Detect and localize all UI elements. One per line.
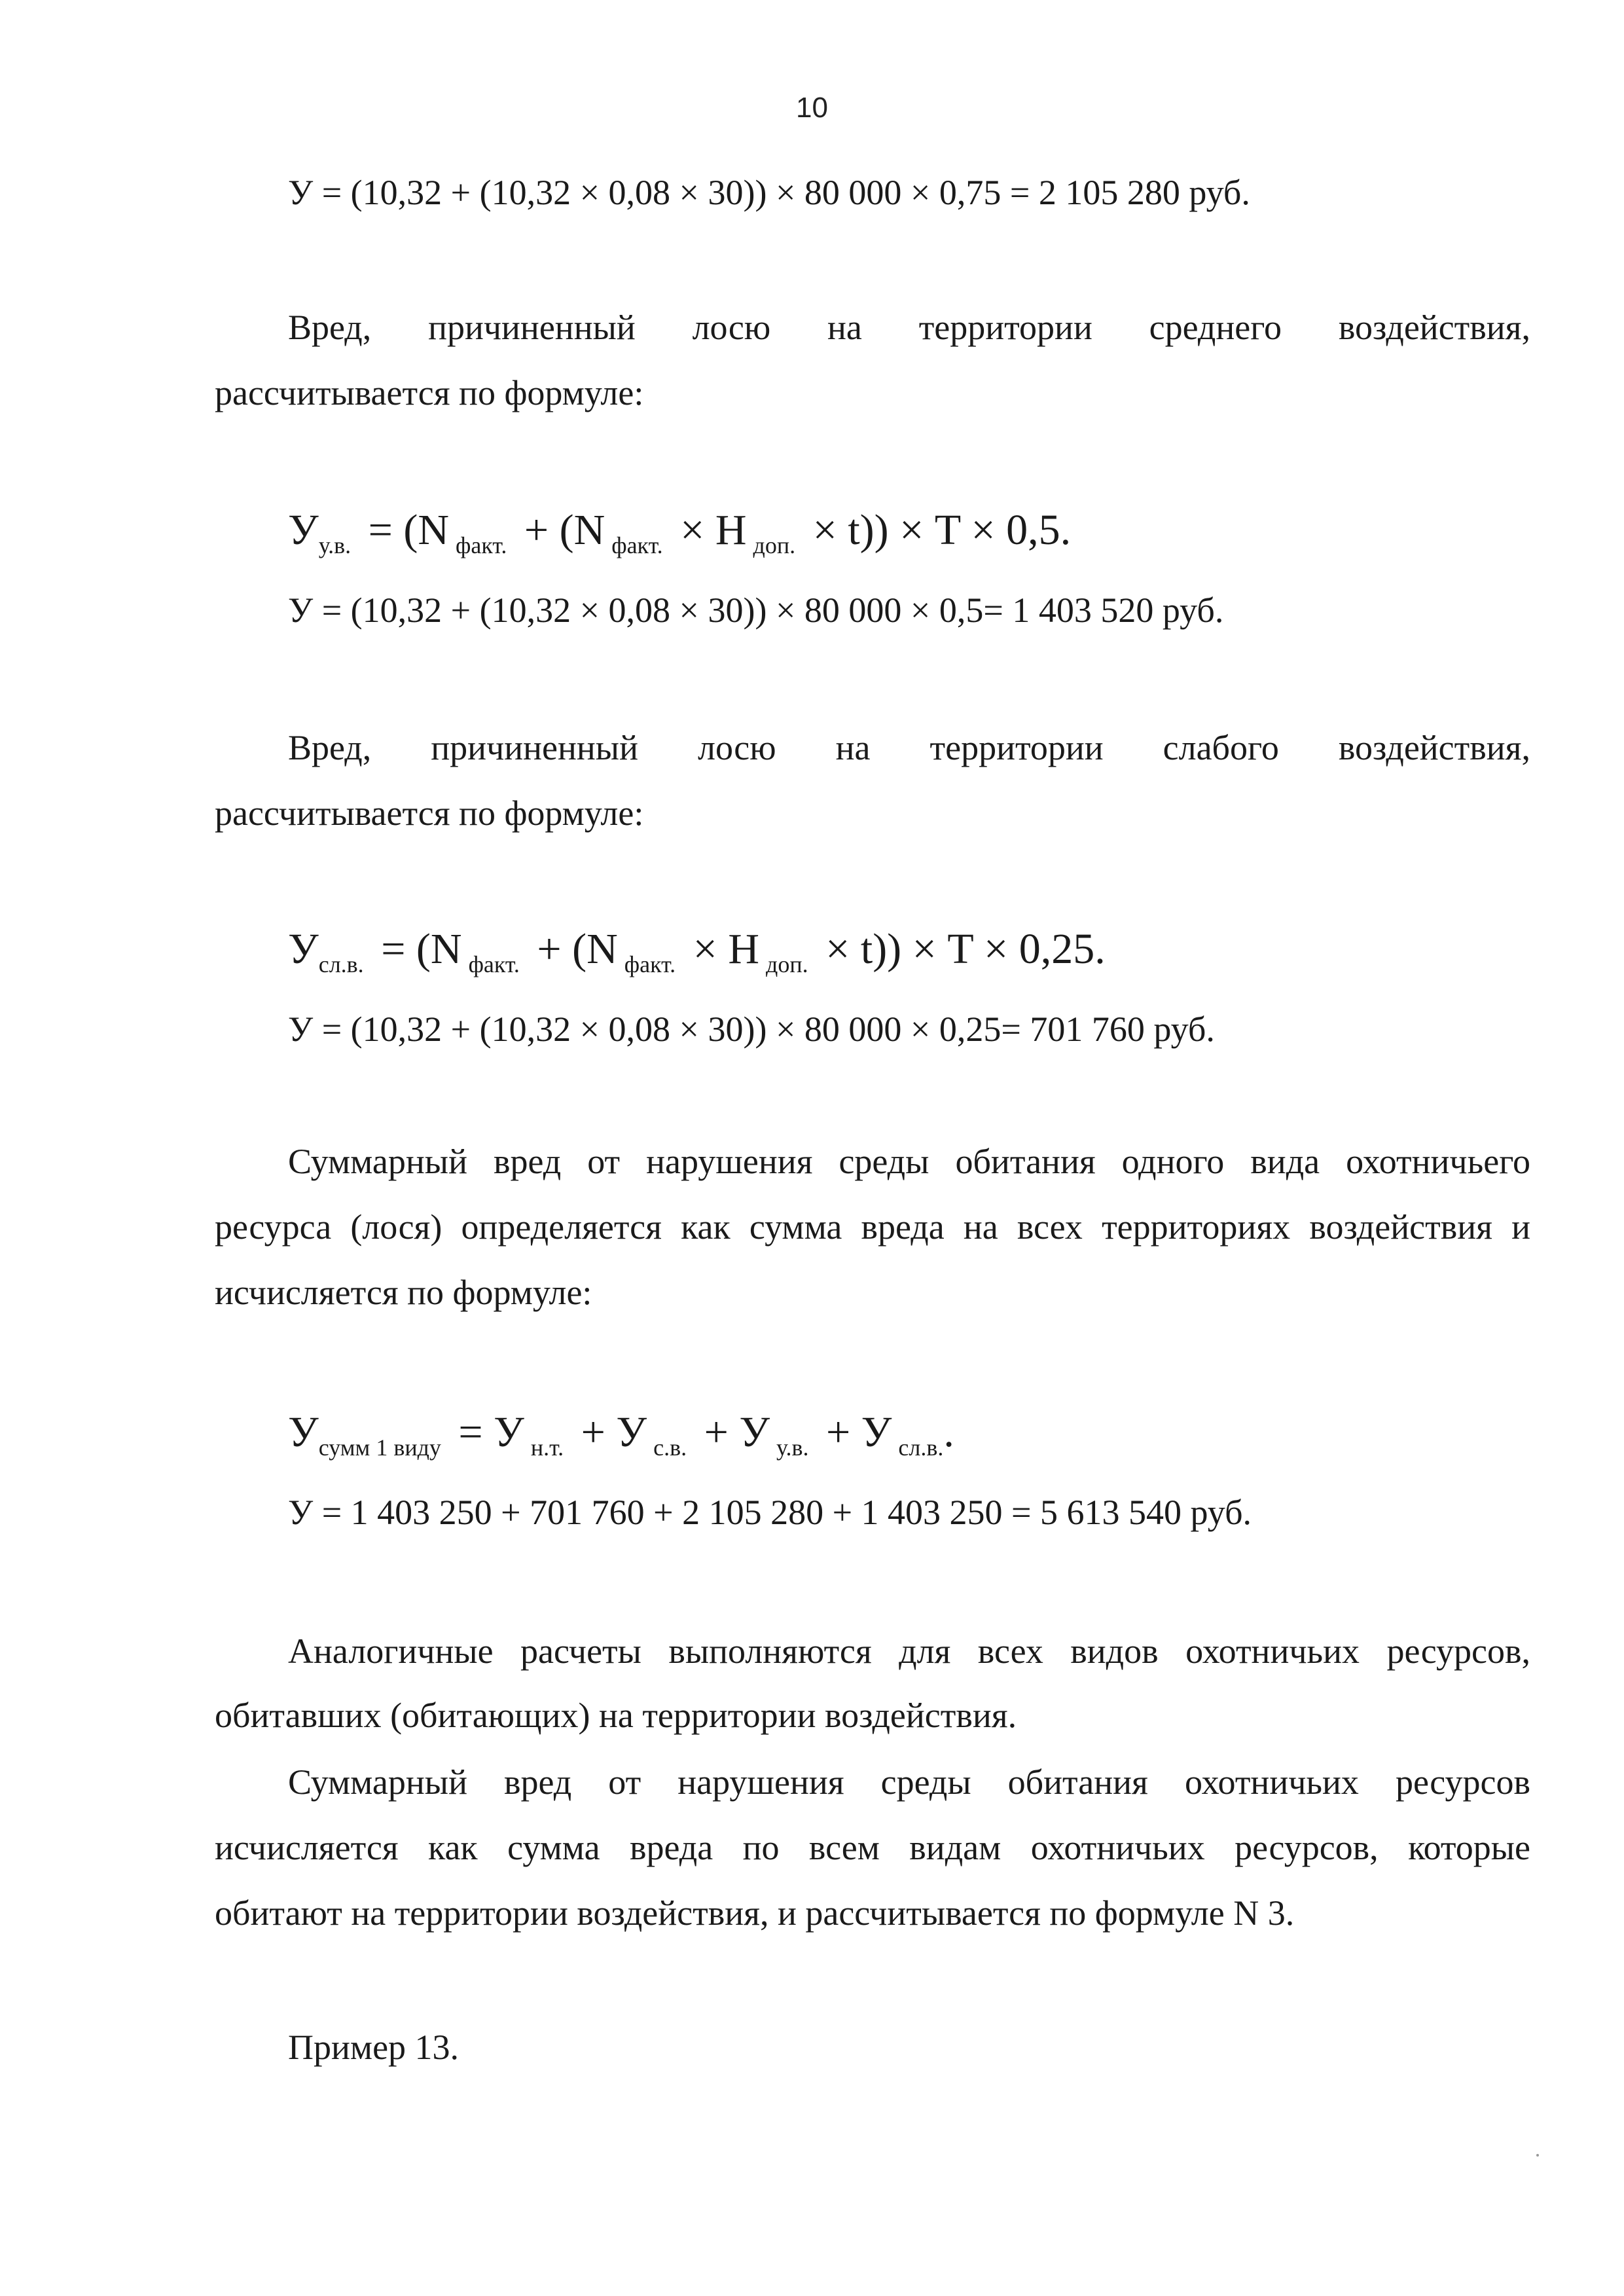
analog-line1: Аналогичные расчеты выполняются для всех видов охотничьих ресурсов, xyxy=(288,1631,1530,1671)
calc-result-medium: У = (10,32 + (10,32 × 0,08 × 30)) × 80 000 × 0,5= 1 403 520 руб. xyxy=(288,591,1224,630)
formula-sub: доп. xyxy=(753,532,796,558)
formula-eq: = (N xyxy=(368,506,450,554)
formula-plus: + У xyxy=(581,1408,647,1456)
calc-result-total-one: У = 1 403 250 + 701 760 + 2 105 280 + 1 403 250 = 5 613 540 руб. xyxy=(288,1493,1252,1532)
total-all-line3: обитают на территории воздействия, и рассчитывается по формуле N 3. xyxy=(215,1893,1295,1933)
formula-sub: факт. xyxy=(468,951,520,977)
formula-plus: + У xyxy=(704,1408,770,1456)
weak-intro-line2: рассчитывается по формуле: xyxy=(215,793,644,833)
total-one-line2: ресурса (лося) определяется как сумма вреда на всех территориях воздействия и xyxy=(215,1207,1530,1247)
formula-sub: н.т. xyxy=(530,1434,564,1461)
example-label: Пример 13. xyxy=(288,2028,460,2067)
formula-eq: = (N xyxy=(381,925,462,973)
formula-plus: + (N xyxy=(524,506,605,554)
analog-line2: обитавших (обитающих) на территории воздействия. xyxy=(215,1696,1017,1735)
formula-weak xyxy=(288,923,1112,979)
formula-times-h: × H xyxy=(693,925,760,973)
formula-tail: × t)) × T × 0,25. xyxy=(825,925,1106,973)
total-one-line3: исчисляется по формуле: xyxy=(215,1273,592,1312)
formula-end: . xyxy=(943,1408,954,1456)
formula-sub: с.в. xyxy=(653,1434,687,1461)
medium-intro-line1: Вред, причиненный лосю на территории среднего воздействия, xyxy=(288,308,1530,347)
calc-result-nt: У = (10,32 + (10,32 × 0,08 × 30)) × 80 000 × 0,75 = 2 105 280 руб. xyxy=(288,173,1250,212)
formula-sub: у.в. xyxy=(776,1434,809,1461)
calc-result-weak: У = (10,32 + (10,32 × 0,08 × 30)) × 80 000 × 0,25= 701 760 руб. xyxy=(288,1010,1215,1049)
formula-eq: = У xyxy=(458,1408,524,1456)
weak-intro-line1: Вред, причиненный лосю на территории слабого воздействия, xyxy=(288,728,1530,767)
formula-lhs-sub: сумм 1 виду xyxy=(318,1434,441,1461)
formula-lhs: У xyxy=(288,1408,319,1456)
formula-plus: + (N xyxy=(537,925,618,973)
formula-sub: факт. xyxy=(611,532,663,558)
scan-speck xyxy=(1536,2154,1539,2157)
total-all-line2: исчисляется как сумма вреда по всем видам охотничьих ресурсов, которые xyxy=(215,1828,1530,1867)
medium-intro-line2: рассчитывается по формуле: xyxy=(215,373,644,412)
page-number: 10 xyxy=(796,92,828,124)
total-one-line1: Суммарный вред от нарушения среды обитания одного вида охотничьего xyxy=(288,1142,1530,1181)
formula-sub: доп. xyxy=(766,951,808,977)
total-all-line1: Суммарный вред от нарушения среды обитания охотничьих ресурсов xyxy=(288,1762,1530,1802)
formula-times-h: × H xyxy=(680,506,747,554)
formula-lhs: У xyxy=(288,506,319,554)
formula-medium xyxy=(288,504,1077,560)
formula-lhs-sub: сл.в. xyxy=(318,951,364,977)
formula-total-one xyxy=(288,1406,954,1462)
formula-lhs: У xyxy=(288,925,319,973)
formula-sub: факт. xyxy=(456,532,507,558)
formula-sub: факт. xyxy=(624,951,676,977)
formula-tail: × t)) × T × 0,5. xyxy=(812,506,1072,554)
formula-sub: сл.в. xyxy=(898,1434,944,1461)
formula-plus: + У xyxy=(825,1408,892,1456)
formula-lhs-sub: у.в. xyxy=(318,532,352,558)
